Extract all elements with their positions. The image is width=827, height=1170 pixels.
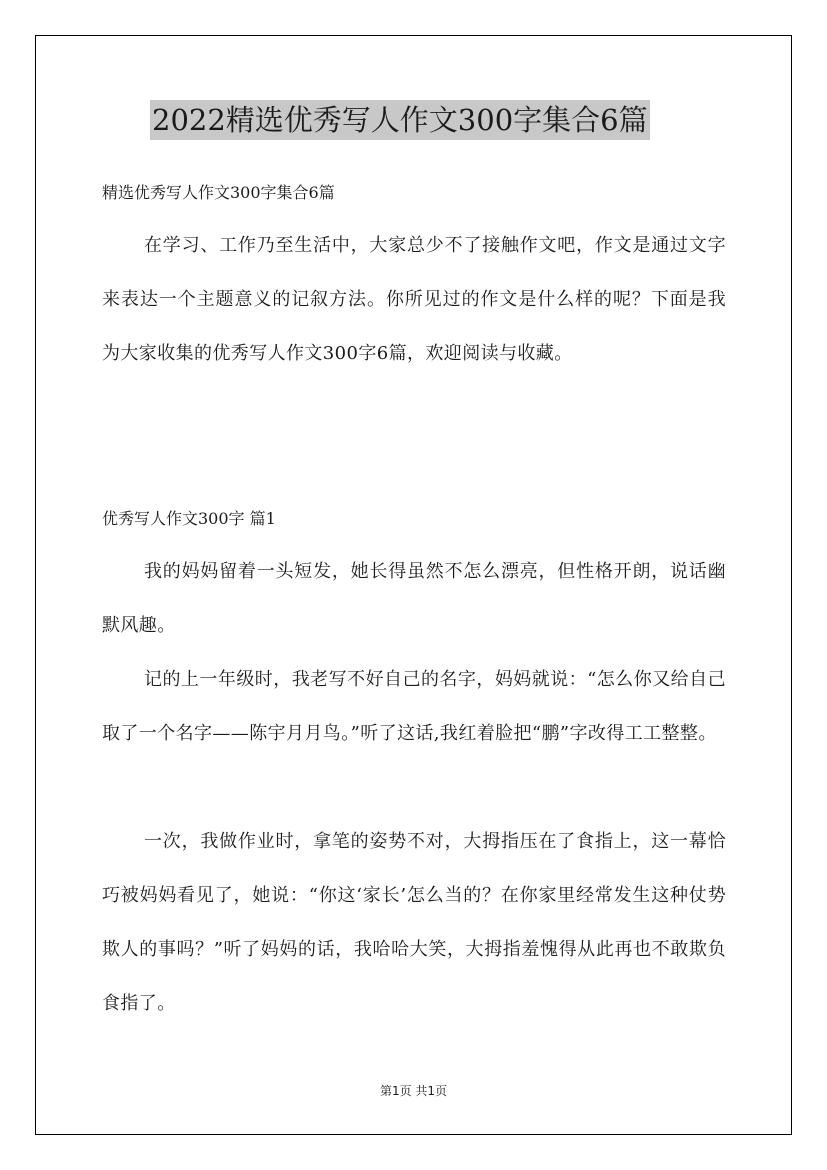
document-subtitle: 精选优秀写人作文300字集合6篇 xyxy=(102,183,335,202)
page-number-footer: 第1页 共1页 xyxy=(379,1084,448,1098)
section-heading: 优秀写人作文300字 篇1 xyxy=(102,509,276,528)
body-paragraph-1: 我的妈妈留着一头短发，她长得虽然不怎么漂亮，但性格开朗，说话幽默风趣。 xyxy=(102,561,726,636)
body-paragraph-2: 记的上一年级时，我老写不好自己的名字，妈妈就说：“怎么你又给自己取了一个名字——陈宇月月鸟。”听了这话,我红着脸把“鹏”字改得工工整整。 xyxy=(102,669,726,744)
intro-paragraph: 在学习、工作乃至生活中，大家总少不了接触作文吧，作文是通过文字来表达一个主题意义的记叙方法。你所见过的作文是什么样的呢？下面是我为大家收集的优秀写人作文300字6篇，欢迎阅读与收藏。 xyxy=(102,235,726,364)
body-paragraph-3: 一次，我做作业时，拿笔的姿势不对，大拇指压在了食指上，这一幕恰巧被妈妈看见了，她说：“你这‘家长’怎么当的？在你家里经常发生这种仗势欺人的事吗？”听了妈妈的话，我哈哈大笑，大拇指羞愧得从此再也不敢欺负食指了。 xyxy=(102,831,726,1014)
document-title: 2022精选优秀写人作文300字集合6篇 xyxy=(150,100,650,140)
